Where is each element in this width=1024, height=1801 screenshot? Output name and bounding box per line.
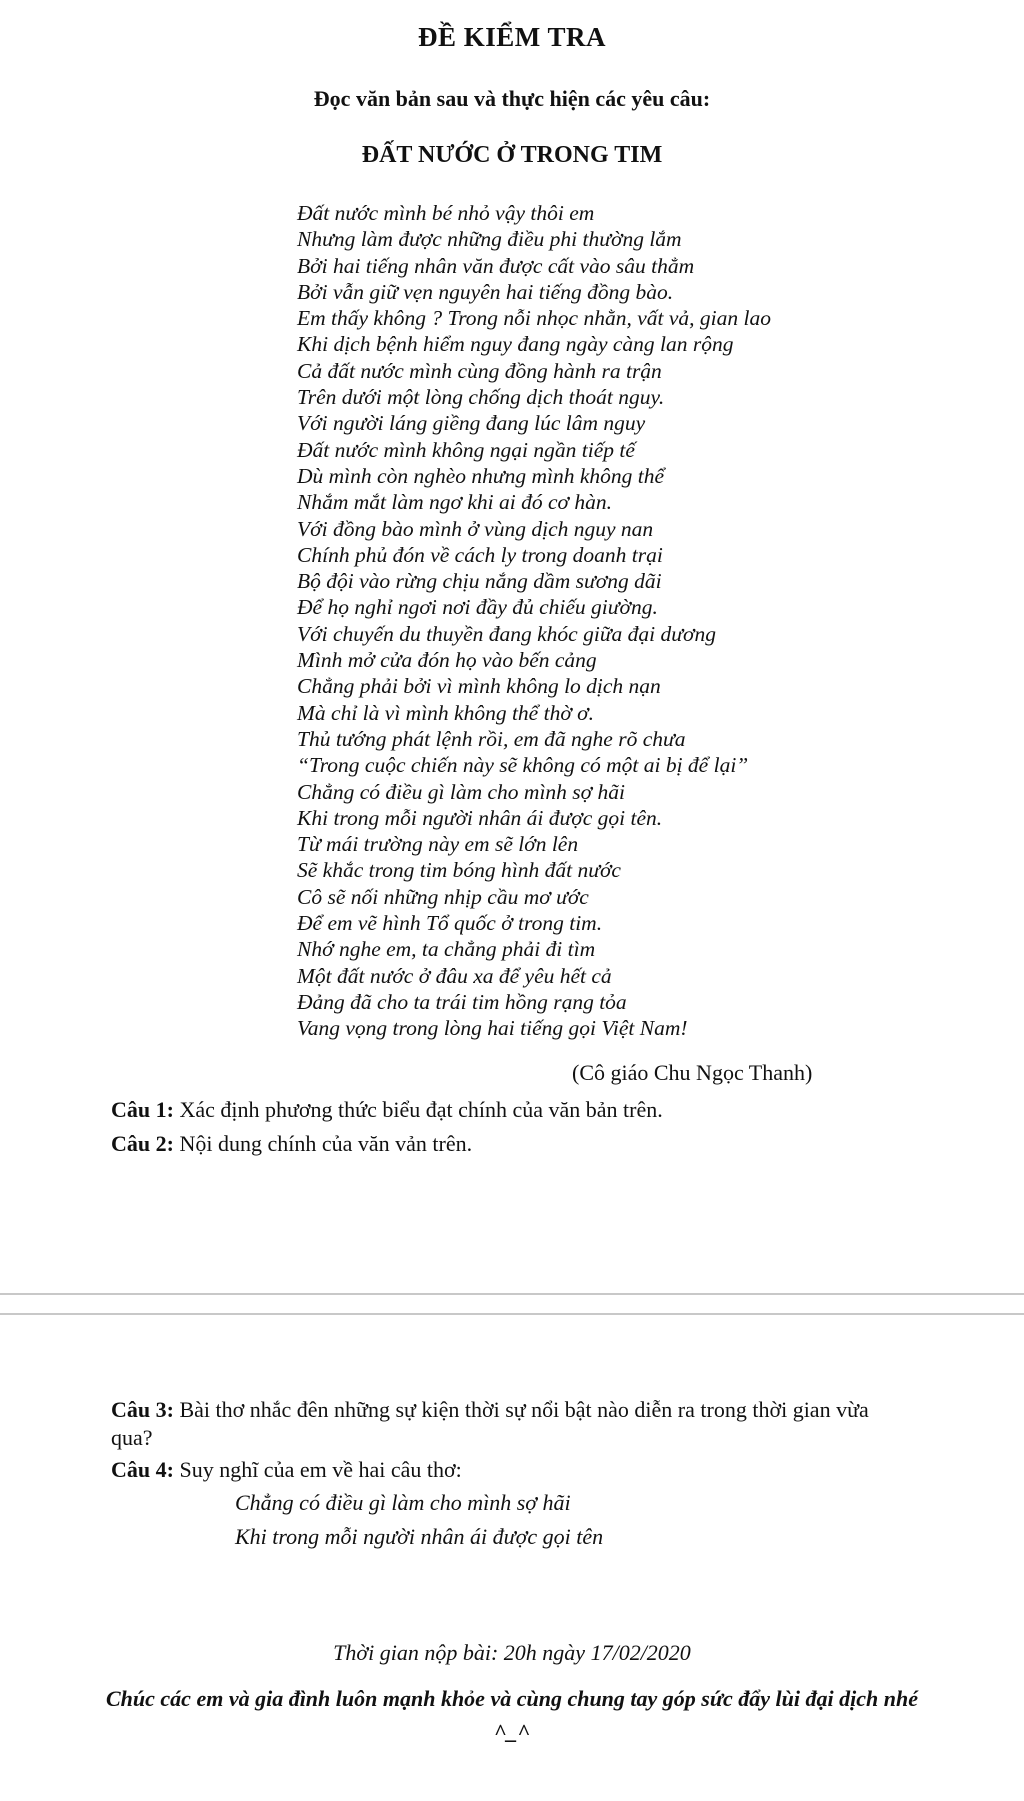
poem-line: Bởi vẫn giữ vẹn nguyên hai tiếng đồng bào. bbox=[297, 279, 674, 304]
poem-line: Đất nước mình bé nhỏ vậy thôi em bbox=[297, 201, 595, 225]
poem-line: Em thấy không ? Trong nỗi nhọc nhằn, vất vả, gian lao bbox=[297, 306, 771, 331]
poem-line: Để họ nghỉ ngơi nơi đầy đủ chiếu giường. bbox=[297, 595, 658, 620]
divider bbox=[0, 1313, 1024, 1315]
poem-line: Khi trong mỗi người nhân ái được gọi tên. bbox=[297, 805, 663, 830]
divider bbox=[0, 1293, 1024, 1295]
poem-line: Đảng đã cho ta trái tim hồng rạng tỏa bbox=[297, 989, 627, 1014]
poem-line: Cô sẽ nối những nhịp cầu mơ ước bbox=[297, 884, 589, 909]
question-text: Bài thơ nhắc đên những sự kiện thời sự nổi bật nào diễn ra trong thời gian vừa qua? bbox=[111, 1397, 869, 1450]
question-text: Suy nghĩ của em về hai câu thơ: bbox=[179, 1457, 462, 1482]
poem-line: Để em vẽ hình Tổ quốc ở trong tim. bbox=[297, 911, 603, 936]
poem-author: (Cô giáo Chu Ngọc Thanh) bbox=[572, 1060, 813, 1085]
poem-line: Một đất nước ở đâu xa để yêu hết cả bbox=[297, 963, 612, 988]
question-3 bbox=[111, 1396, 911, 1452]
poem-line: Dù mình còn nghèo nhưng mình không thể bbox=[297, 463, 665, 488]
quoted-verse-line: Khi trong mỗi người nhân ái được gọi tên bbox=[235, 1524, 604, 1549]
poem-body bbox=[297, 200, 771, 1042]
poem-line: Đất nước mình không ngại ngần tiếp tế bbox=[297, 437, 635, 462]
question-label: Câu 1: bbox=[111, 1097, 174, 1122]
question-1 bbox=[111, 1096, 663, 1124]
question-text: Xác định phương thức biểu đạt chính của văn bản trên. bbox=[179, 1097, 663, 1122]
poem-line: Chính phủ đón về cách ly trong doanh trại bbox=[297, 542, 663, 567]
poem-line: Trên dưới một lòng chống dịch thoát nguy. bbox=[297, 385, 665, 410]
poem-line: Cả đất nước mình cùng đồng hành ra trận bbox=[297, 358, 662, 383]
quoted-verse-line: Chẳng có điều gì làm cho mình sợ hãi bbox=[235, 1490, 571, 1515]
poem-line: Mà chỉ là vì mình không thể thờ ơ. bbox=[297, 700, 595, 725]
poem-line: Từ mái trường này em sẽ lớn lên bbox=[297, 832, 579, 857]
poem-line: Nhưng làm được những điều phi thường lắm bbox=[297, 227, 682, 252]
instruction: Đọc văn bản sau và thực hiện các yêu câu: bbox=[313, 86, 711, 111]
poem-line: Thủ tướng phát lệnh rồi, em đã nghe rõ chưa bbox=[297, 726, 686, 751]
question-text: Nội dung chính của văn vản trên. bbox=[179, 1131, 473, 1156]
poem-title: ĐẤT NƯỚC Ở TRONG TIM bbox=[361, 142, 663, 168]
poem-line: Nhớ nghe em, ta chẳng phải đi tìm bbox=[297, 937, 596, 962]
question-label: Câu 3: bbox=[111, 1397, 174, 1422]
poem-line: “Trong cuộc chiến này sẽ không có một ai bị để lại” bbox=[297, 753, 749, 778]
poem-line: Với người láng giềng đang lúc lâm nguy bbox=[297, 411, 646, 436]
poem-line: Với đồng bào mình ở vùng dịch nguy nan bbox=[297, 516, 654, 541]
poem-line: Mình mở cửa đón họ vào bến cảng bbox=[297, 648, 597, 673]
poem-line: Vang vọng trong lòng hai tiếng gọi Việt Nam! bbox=[297, 1016, 688, 1041]
poem-line: Bộ đội vào rừng chịu nắng dầm sương dãi bbox=[297, 569, 662, 594]
poem-line: Chẳng phải bởi vì mình không lo dịch nạn bbox=[297, 674, 661, 699]
submission-deadline: Thời gian nộp bài: 20h ngày 17/02/2020 bbox=[333, 1640, 691, 1665]
poem-line: Nhắm mắt làm ngơ khi ai đó cơ hàn. bbox=[297, 490, 612, 515]
question-2 bbox=[111, 1130, 472, 1158]
page-title: ĐỀ KIỂM TRA bbox=[417, 22, 607, 52]
poem-line: Chẳng có điều gì làm cho mình sợ hãi bbox=[297, 779, 625, 804]
question-4 bbox=[111, 1456, 462, 1484]
question-label: Câu 2: bbox=[111, 1131, 174, 1156]
closing-wish: Chúc các em và gia đình luôn mạnh khỏe và cùng chung tay góp sức đẩy lùi đại dịch nhé ^_^ bbox=[106, 1686, 918, 1744]
poem-line: Bởi hai tiếng nhân văn được cất vào sâu thẳm bbox=[297, 253, 695, 278]
poem-line: Sẽ khắc trong tim bóng hình đất nước bbox=[297, 858, 621, 883]
question-label: Câu 4: bbox=[111, 1457, 174, 1482]
poem-line: Với chuyến du thuyền đang khóc giữa đại dương bbox=[297, 621, 716, 646]
poem-line: Khi dịch bệnh hiểm nguy đang ngày càng lan rộng bbox=[297, 332, 734, 357]
